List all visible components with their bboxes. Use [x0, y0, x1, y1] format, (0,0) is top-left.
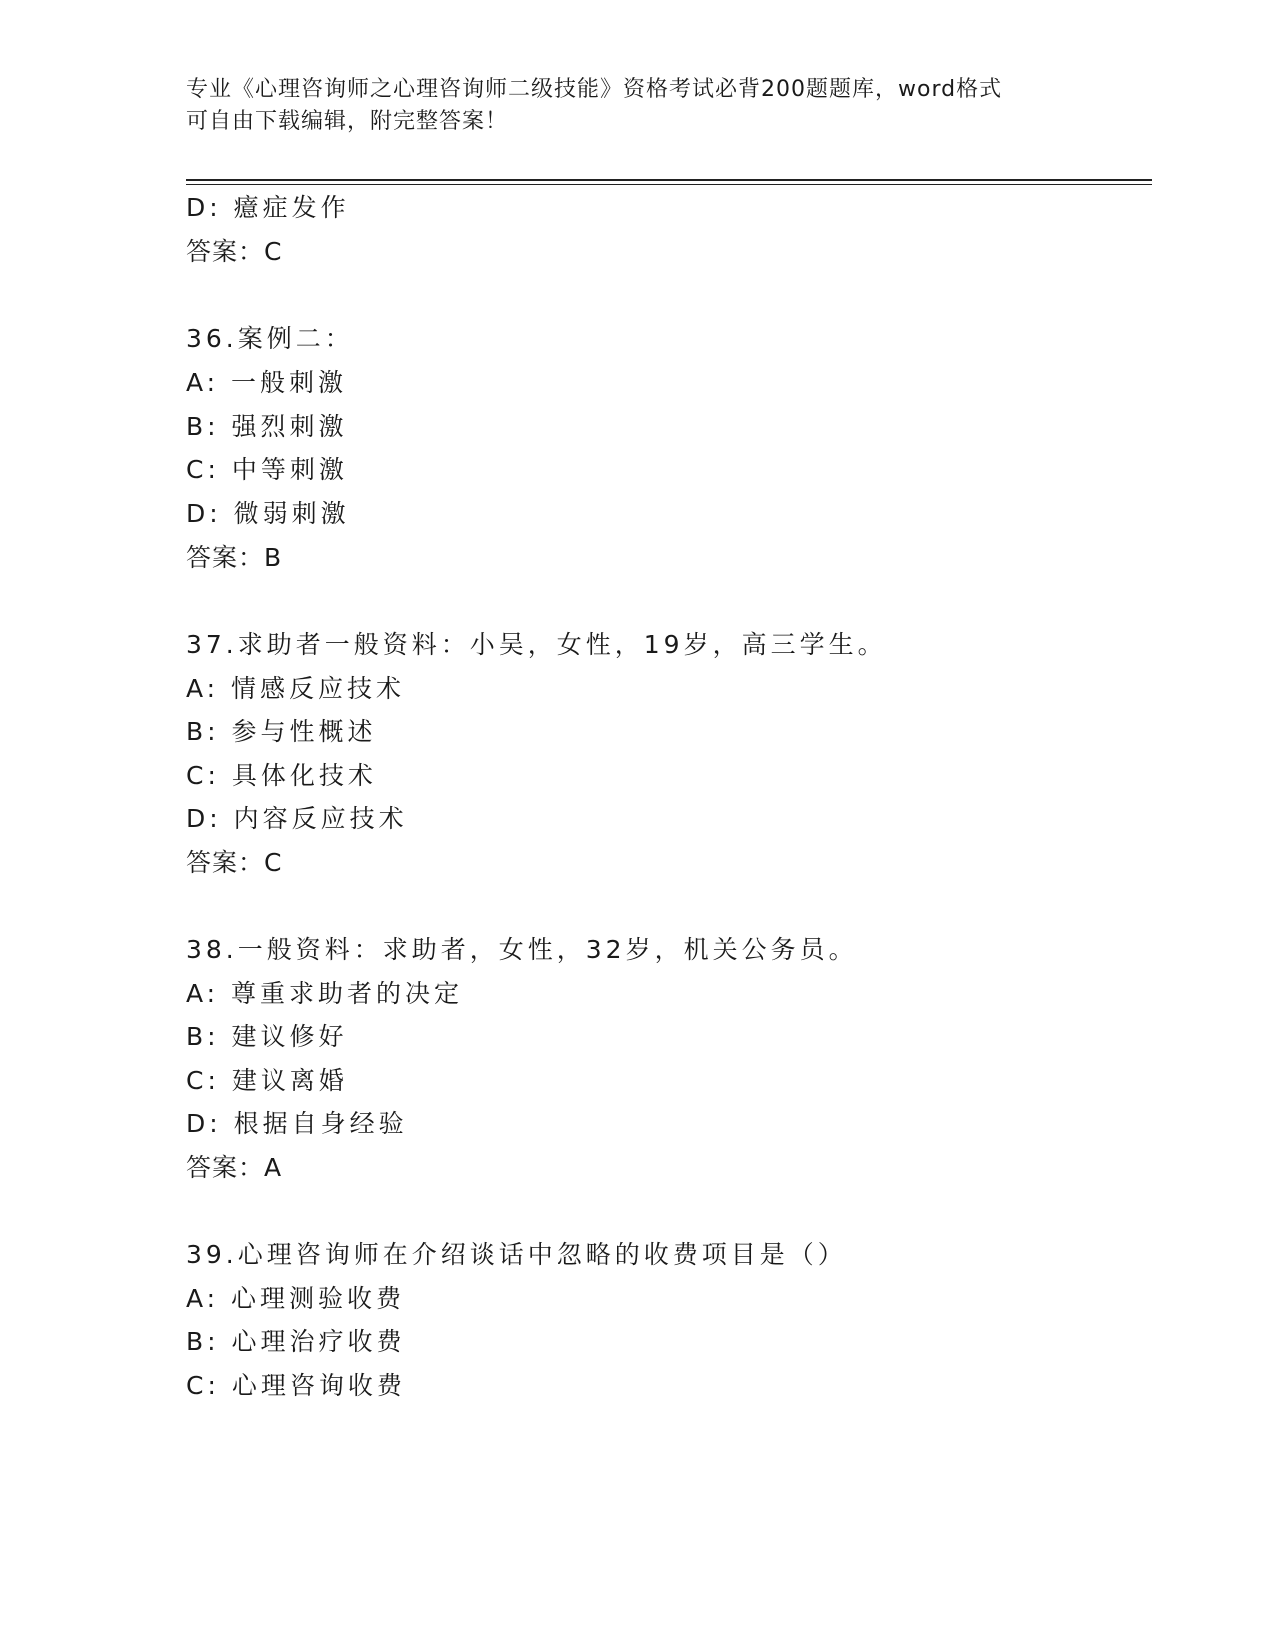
header-divider-thick: [186, 179, 1152, 181]
question-36-option-a: A: 一般刺激: [186, 368, 348, 397]
header-line-1: 专业《心理咨询师之心理咨询师二级技能》资格考试必背200题题库，word格式: [186, 77, 1003, 102]
header-divider-thin: [186, 184, 1152, 185]
question-37-option-a: A: 情感反应技术: [186, 674, 406, 703]
question-36-option-c: C: 中等刺激: [186, 455, 348, 484]
question-36-option-b: B: 强烈刺激: [186, 412, 348, 441]
question-37-answer: 答案：C: [186, 848, 283, 877]
option-d: D: 癔症发作: [186, 193, 350, 222]
question-38-option-d: D: 根据自身经验: [186, 1109, 408, 1138]
header-line-2: 可自由下载编辑，附完整答案！: [186, 109, 509, 134]
question-36-stem: 36.案例二：: [186, 324, 354, 353]
question-37-option-b: B: 参与性概述: [186, 717, 377, 746]
question-39-option-b: B: 心理治疗收费: [186, 1327, 406, 1356]
answer: 答案：C: [186, 237, 283, 266]
question-38-option-a: A: 尊重求助者的决定: [186, 979, 464, 1008]
question-37-stem: 37.求助者一般资料：小吴，女性，19岁，高三学生。: [186, 630, 887, 659]
document-header: [186, 74, 1086, 138]
question-38-option-c: C: 建议离婚: [186, 1066, 348, 1095]
question-36-option-d: D: 微弱刺激: [186, 499, 350, 528]
question-37-option-d: D: 内容反应技术: [186, 804, 408, 833]
question-39-stem: 39.心理咨询师在介绍谈话中忽略的收费项目是（）: [186, 1240, 847, 1269]
question-36-answer: 答案：B: [186, 543, 283, 572]
question-37-option-c: C: 具体化技术: [186, 761, 377, 790]
question-39-option-c: C: 心理咨询收费: [186, 1371, 406, 1400]
question-38-answer: 答案：A: [186, 1153, 283, 1182]
question-39-option-a: A: 心理测验收费: [186, 1284, 406, 1313]
question-38-stem: 38.一般资料：求助者，女性，32岁，机关公务员。: [186, 935, 858, 964]
question-38-option-b: B: 建议修好: [186, 1022, 348, 1051]
